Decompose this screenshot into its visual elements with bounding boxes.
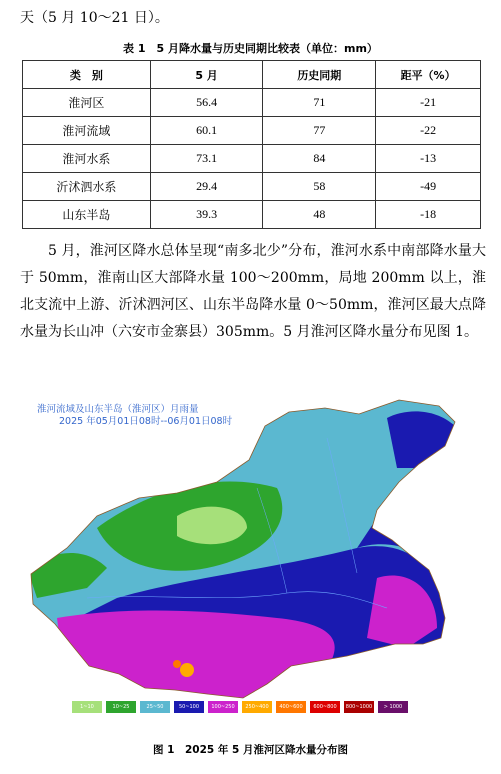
cell-anomaly: -18 [376,201,481,229]
header-may: 5 月 [150,61,263,89]
cell-historical: 58 [263,173,376,201]
cell-historical: 84 [263,145,376,173]
intro-text: 天（5 月 10～21 日）。 [20,10,169,26]
cell-historical: 77 [263,117,376,145]
legend-swatch: 100~250 [208,701,238,713]
table-row [23,173,481,201]
cell-category: 山东半岛 [23,201,151,229]
header-category: 类 别 [23,61,151,89]
legend-swatch: 800~1000 [344,701,374,713]
header-anomaly: 距平（%） [376,61,481,89]
legend-swatch: 25~50 [140,701,170,713]
legend-swatch: 600~800 [310,701,340,713]
cell-category: 沂沭泗水系 [23,173,151,201]
cell-may: 73.1 [150,145,263,173]
table-header-row [23,61,481,89]
map-title-line2: 2025 年05月01日08时--06月01日08时 [59,416,233,427]
cell-anomaly: -49 [376,173,481,201]
table-row [23,145,481,173]
body-paragraph: 5 月，淮河区降水总体呈现“南多北少”分布，淮河水系中南部降水量大于 50mm，淮南山区大部降水量 100～200mm，局地 200mm 以上，淮北支流中上游、沂沭泗河区、山东半岛降水量 0～50mm，淮河区最大点降水量为长山冲（六安市金寨县）305mm。5 月淮河区降水量分布见图 1。 [20,243,486,340]
cell-anomaly: -13 [376,145,481,173]
table-caption: 表 1 5 月降水量与历史同期比较表（单位：mm） [123,42,378,55]
cell-historical: 48 [263,201,376,229]
legend-swatch: 250~400 [242,701,272,713]
cell-category: 淮河水系 [23,145,151,173]
cell-category: 淮河区 [23,89,151,117]
figure-caption: 图 1 2025 年 5 月淮河区降水量分布图 [153,744,348,756]
rainfall-map [27,398,479,718]
legend-swatch: > 1000 [378,701,408,713]
cell-anomaly: -21 [376,89,481,117]
map-legend [72,701,408,713]
table-row [23,201,481,229]
header-historical: 历史同期 [263,61,376,89]
cell-may: 60.1 [150,117,263,145]
legend-swatch: 50~100 [174,701,204,713]
map-title [37,404,232,428]
table-row [23,117,481,145]
rainfall-comparison-table [22,60,481,229]
cell-anomaly: -22 [376,117,481,145]
legend-swatch: 400~600 [276,701,306,713]
map-title-line1: 淮河流域及山东半岛（淮河区）月雨量 [37,404,199,415]
cell-may: 39.3 [150,201,263,229]
legend-swatch: 1~10 [72,701,102,713]
cell-may: 29.4 [150,173,263,201]
cell-historical: 71 [263,89,376,117]
legend-swatch: 10~25 [106,701,136,713]
table-row [23,89,481,117]
cell-may: 56.4 [150,89,263,117]
cell-category: 淮河流域 [23,117,151,145]
